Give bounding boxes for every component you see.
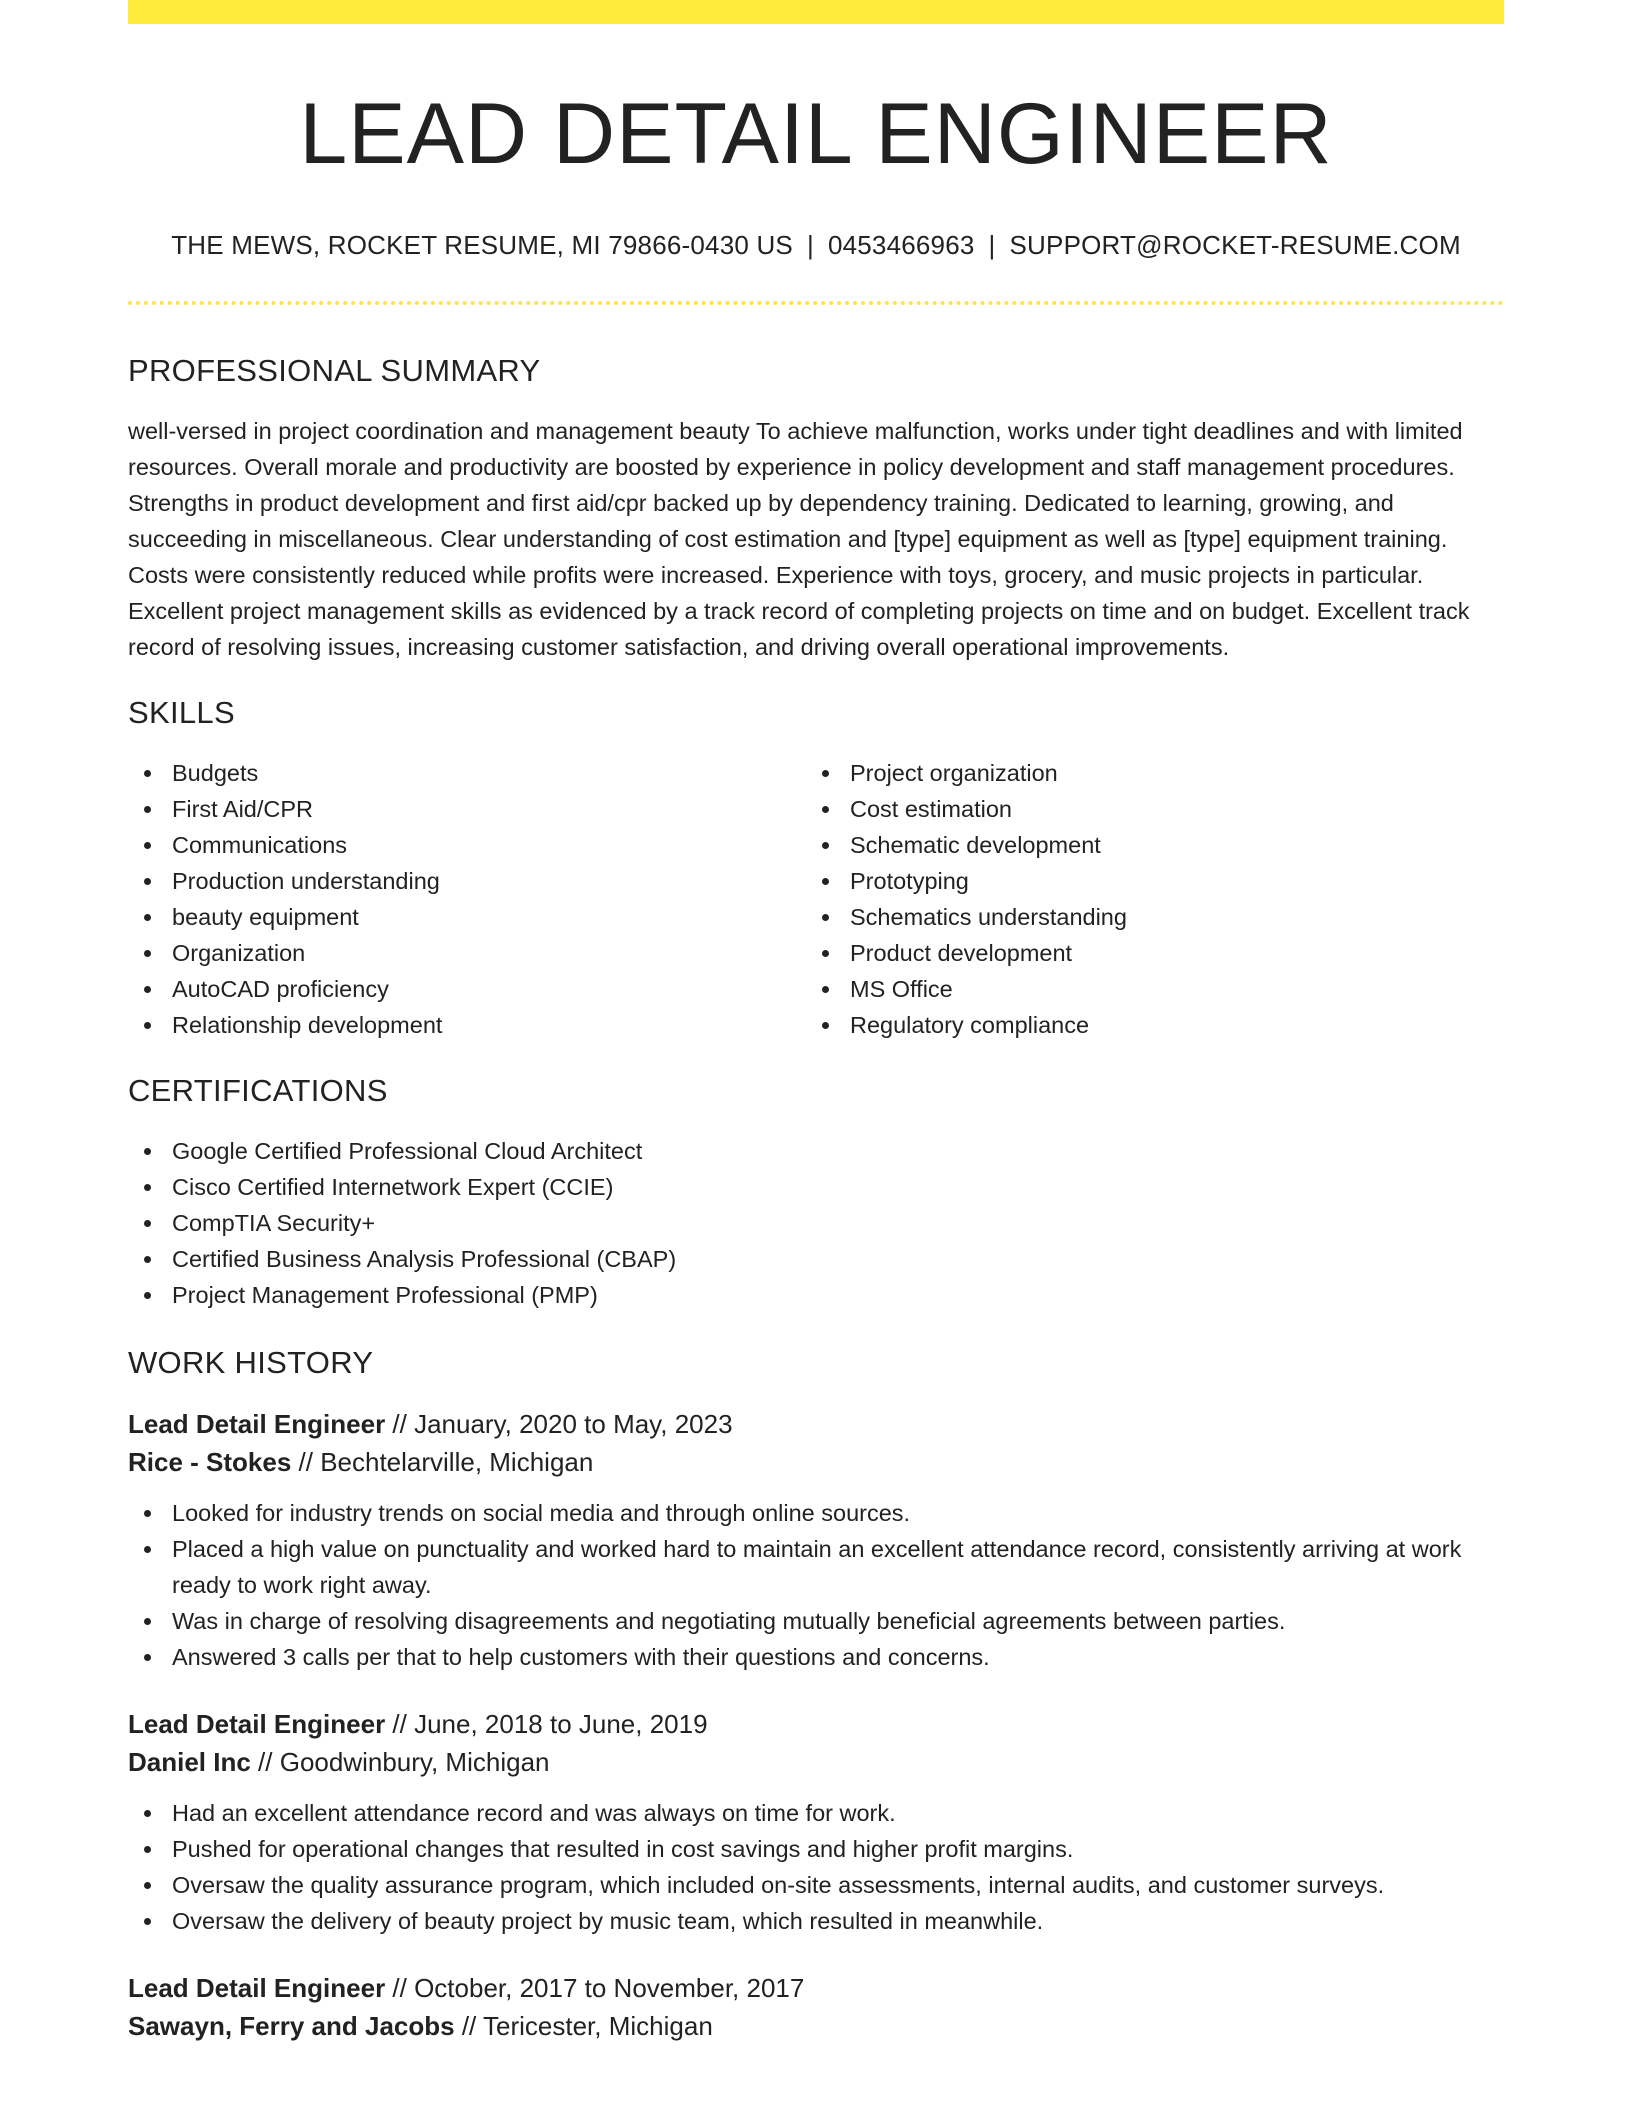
job-location: // Bechtelarville, Michigan	[291, 1447, 594, 1477]
job-bullet: Had an excellent attendance record and was always on time for work.	[128, 1795, 1504, 1831]
skills-list-right	[806, 755, 1484, 1043]
contact-line	[128, 230, 1504, 261]
contact-separator: |	[988, 230, 996, 260]
summary-text: well-versed in project coordination and management beauty To achieve malfunction, works under tight deadlines and with limited resources. Overall morale and productivity are boosted by experience in policy development and staff management procedures. Strengths in product development and first aid/cpr backed up by dependency training. Dedicated to learning, growing, and succeeding in miscellaneous. Clear understanding of cost estimation and [type] equipment as well as [type] equipment training. Costs were consistently reduced while profits were increased. Experience with toys, grocery, and music projects in particular. Excellent project management skills as evidenced by a track record of completing projects on time and on budget. Excellent track record of resolving issues, increasing customer satisfaction, and driving overall operational improvements.	[128, 418, 1470, 660]
resume-name: LEAD DETAIL ENGINEER	[299, 86, 1333, 182]
skill-item: MS Office	[806, 971, 1484, 1007]
skill-item: Prototyping	[806, 863, 1484, 899]
certification-item: Project Management Professional (PMP)	[128, 1277, 1504, 1313]
job-company-line	[128, 1743, 1504, 1781]
skill-item: Schematics understanding	[806, 899, 1484, 935]
skill-item: AutoCAD proficiency	[128, 971, 806, 1007]
certifications-heading: CERTIFICATIONS	[128, 1073, 388, 1108]
skill-item: Product development	[806, 935, 1484, 971]
job-location: // Goodwinbury, Michigan	[250, 1747, 550, 1777]
job-company-line	[128, 2007, 1504, 2045]
certification-item: Certified Business Analysis Professional (CBAP)	[128, 1241, 1504, 1277]
job-bullet: Oversaw the quality assurance program, which included on-site assessments, internal audits, and customer surveys.	[128, 1867, 1504, 1903]
job-bullet: Answered 3 calls per that to help customers with their questions and concerns.	[128, 1639, 1504, 1675]
skill-item: Budgets	[128, 755, 806, 791]
job-bullets	[128, 1495, 1504, 1675]
job-role: Lead Detail Engineer	[128, 1709, 386, 1739]
skills-list-left	[128, 755, 806, 1043]
skill-item: Schematic development	[806, 827, 1484, 863]
job-dates: // October, 2017 to November, 2017	[385, 1973, 805, 2003]
resume-page	[128, 0, 1504, 2045]
skill-item: Communications	[128, 827, 806, 863]
job-bullets	[128, 1795, 1504, 1939]
job-company: Daniel Inc	[128, 1747, 251, 1777]
skill-item: Project organization	[806, 755, 1484, 791]
job-role: Lead Detail Engineer	[128, 1973, 386, 2003]
certification-item: CompTIA Security+	[128, 1205, 1504, 1241]
skills-columns	[128, 755, 1504, 1043]
job-title-line	[128, 1405, 1504, 1443]
job-bullet: Pushed for operational changes that resulted in cost savings and higher profit margins.	[128, 1831, 1504, 1867]
job-title-line	[128, 1969, 1504, 2007]
skill-item: Production understanding	[128, 863, 806, 899]
skills-heading: SKILLS	[128, 695, 235, 730]
job-company: Rice - Stokes	[128, 1447, 292, 1477]
job-role: Lead Detail Engineer	[128, 1409, 386, 1439]
certification-item: Google Certified Professional Cloud Architect	[128, 1133, 1504, 1169]
job-bullet: Looked for industry trends on social media and through online sources.	[128, 1495, 1504, 1531]
job-company: Sawayn, Ferry and Jacobs	[128, 2011, 455, 2041]
skill-item: Cost estimation	[806, 791, 1484, 827]
dotted-divider	[128, 301, 1504, 305]
job-location: // Tericester, Michigan	[454, 2011, 713, 2041]
skill-item: beauty equipment	[128, 899, 806, 935]
job-entry	[128, 1705, 1504, 1939]
skill-item: First Aid/CPR	[128, 791, 806, 827]
job-dates: // June, 2018 to June, 2019	[385, 1709, 708, 1739]
skill-item: Relationship development	[128, 1007, 806, 1043]
certification-item: Cisco Certified Internetwork Expert (CCIE)	[128, 1169, 1504, 1205]
contact-separator: |	[806, 230, 814, 260]
job-bullet: Oversaw the delivery of beauty project by music team, which resulted in meanwhile.	[128, 1903, 1504, 1939]
contact-phone: 0453466963	[827, 230, 975, 260]
contact-email: SUPPORT@ROCKET-RESUME.COM	[1009, 230, 1461, 260]
skill-item: Organization	[128, 935, 806, 971]
contact-address: THE MEWS, ROCKET RESUME, MI 79866-0430 US	[171, 230, 793, 260]
job-bullet: Was in charge of resolving disagreements and negotiating mutually beneficial agreements between parties.	[128, 1603, 1504, 1639]
certifications-list	[128, 1133, 1504, 1313]
job-entry	[128, 1969, 1504, 2045]
job-bullet: Placed a high value on punctuality and worked hard to maintain an excellent attendance record, consistently arriving at work ready to work right away.	[128, 1531, 1504, 1603]
job-dates: // January, 2020 to May, 2023	[385, 1409, 733, 1439]
work-history-heading: WORK HISTORY	[128, 1345, 374, 1380]
job-company-line	[128, 1443, 1504, 1481]
skill-item: Regulatory compliance	[806, 1007, 1484, 1043]
accent-bar	[128, 0, 1504, 24]
job-title-line	[128, 1705, 1504, 1743]
job-entry	[128, 1405, 1504, 1675]
summary-heading: PROFESSIONAL SUMMARY	[128, 353, 541, 388]
